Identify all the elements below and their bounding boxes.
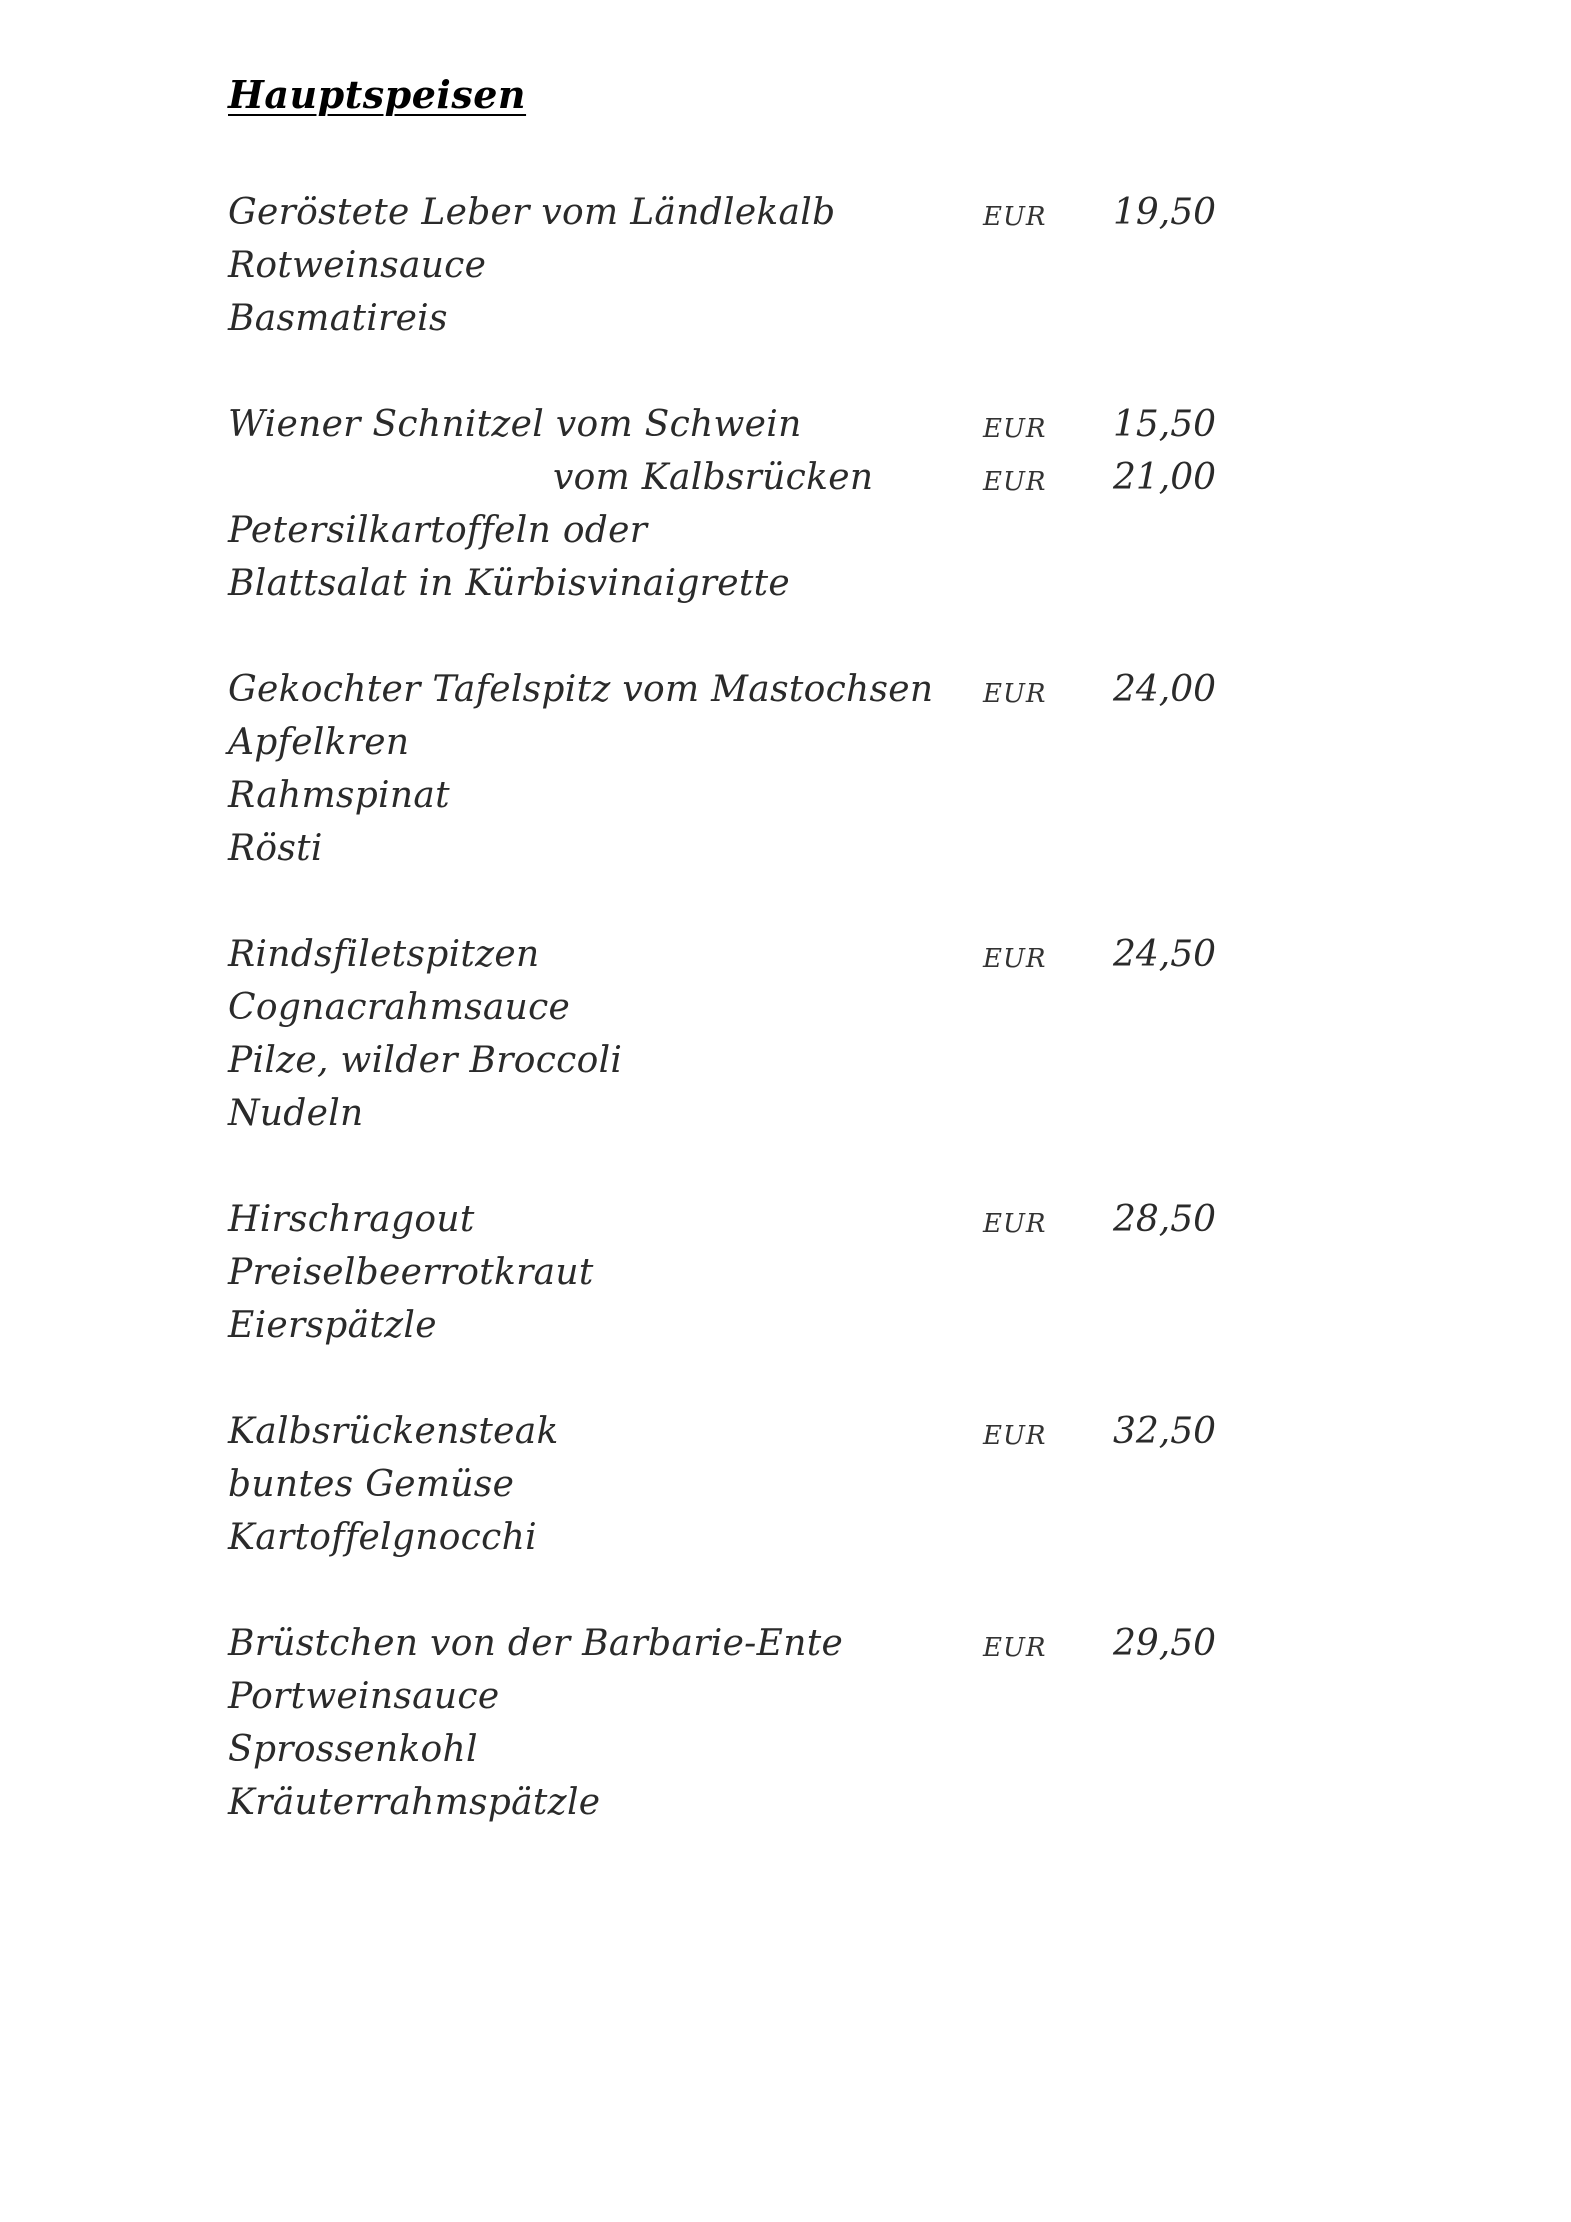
currency-label: EUR <box>983 944 1047 974</box>
side-dish: Cognacrahmsauce <box>228 987 571 1028</box>
page-title: Hauptspeisen <box>228 72 527 117</box>
dish-name: Geröstete Leber vom Ländlekalb <box>228 192 836 233</box>
dish-name: Brüstchen von der Barbarie-Ente <box>228 1623 844 1664</box>
side-dish: Pilze, wilder Broccoli <box>228 1040 623 1081</box>
side-dish: buntes Gemüse <box>228 1464 515 1505</box>
dish-name: Rindsfiletspitzen <box>228 934 540 975</box>
dish-price: 28,50 <box>1112 1199 1216 1240</box>
dish-price: 32,50 <box>1112 1411 1216 1452</box>
dish-name: Kalbsrückensteak <box>228 1411 559 1452</box>
side-dish: Sprossenkohl <box>228 1729 478 1770</box>
dish-variant: vom Kalbsrücken <box>553 457 874 498</box>
currency-label: EUR <box>983 1421 1047 1451</box>
side-dish: Rotweinsauce <box>228 245 487 286</box>
currency-label: EUR <box>983 679 1047 709</box>
side-dish: Basmatireis <box>228 298 448 339</box>
dish-price: 19,50 <box>1112 192 1216 233</box>
variant-price: 21,00 <box>1112 457 1216 498</box>
currency-label: EUR <box>983 1209 1047 1239</box>
dish-price: 15,50 <box>1112 404 1216 445</box>
dish-price: 24,00 <box>1112 669 1216 710</box>
side-dish: Eierspätzle <box>228 1305 437 1346</box>
side-dish: Kartoffelgnocchi <box>228 1517 537 1558</box>
dish-price: 24,50 <box>1112 934 1216 975</box>
currency-label: EUR <box>983 1633 1047 1663</box>
dish-name: Wiener Schnitzel vom Schwein <box>228 404 802 445</box>
dish-name: Gekochter Tafelspitz vom Mastochsen <box>228 669 934 710</box>
side-dish: Rösti <box>228 828 323 869</box>
side-dish: Rahmspinat <box>228 775 450 816</box>
currency-label: EUR <box>983 467 1047 497</box>
side-dish: Apfelkren <box>228 722 410 763</box>
side-dish: Preiselbeerrotkraut <box>228 1252 594 1293</box>
dish-name: Hirschragout <box>228 1199 475 1240</box>
currency-label: EUR <box>983 202 1047 232</box>
dish-price: 29,50 <box>1112 1623 1216 1664</box>
currency-label: EUR <box>983 414 1047 444</box>
side-dish: Portweinsauce <box>228 1676 500 1717</box>
side-dish: Blattsalat in Kürbisvinaigrette <box>228 563 790 604</box>
side-dish: Petersilkartoffeln oder <box>228 510 648 551</box>
side-dish: Nudeln <box>228 1093 364 1134</box>
side-dish: Kräuterrahmspätzle <box>228 1782 601 1823</box>
